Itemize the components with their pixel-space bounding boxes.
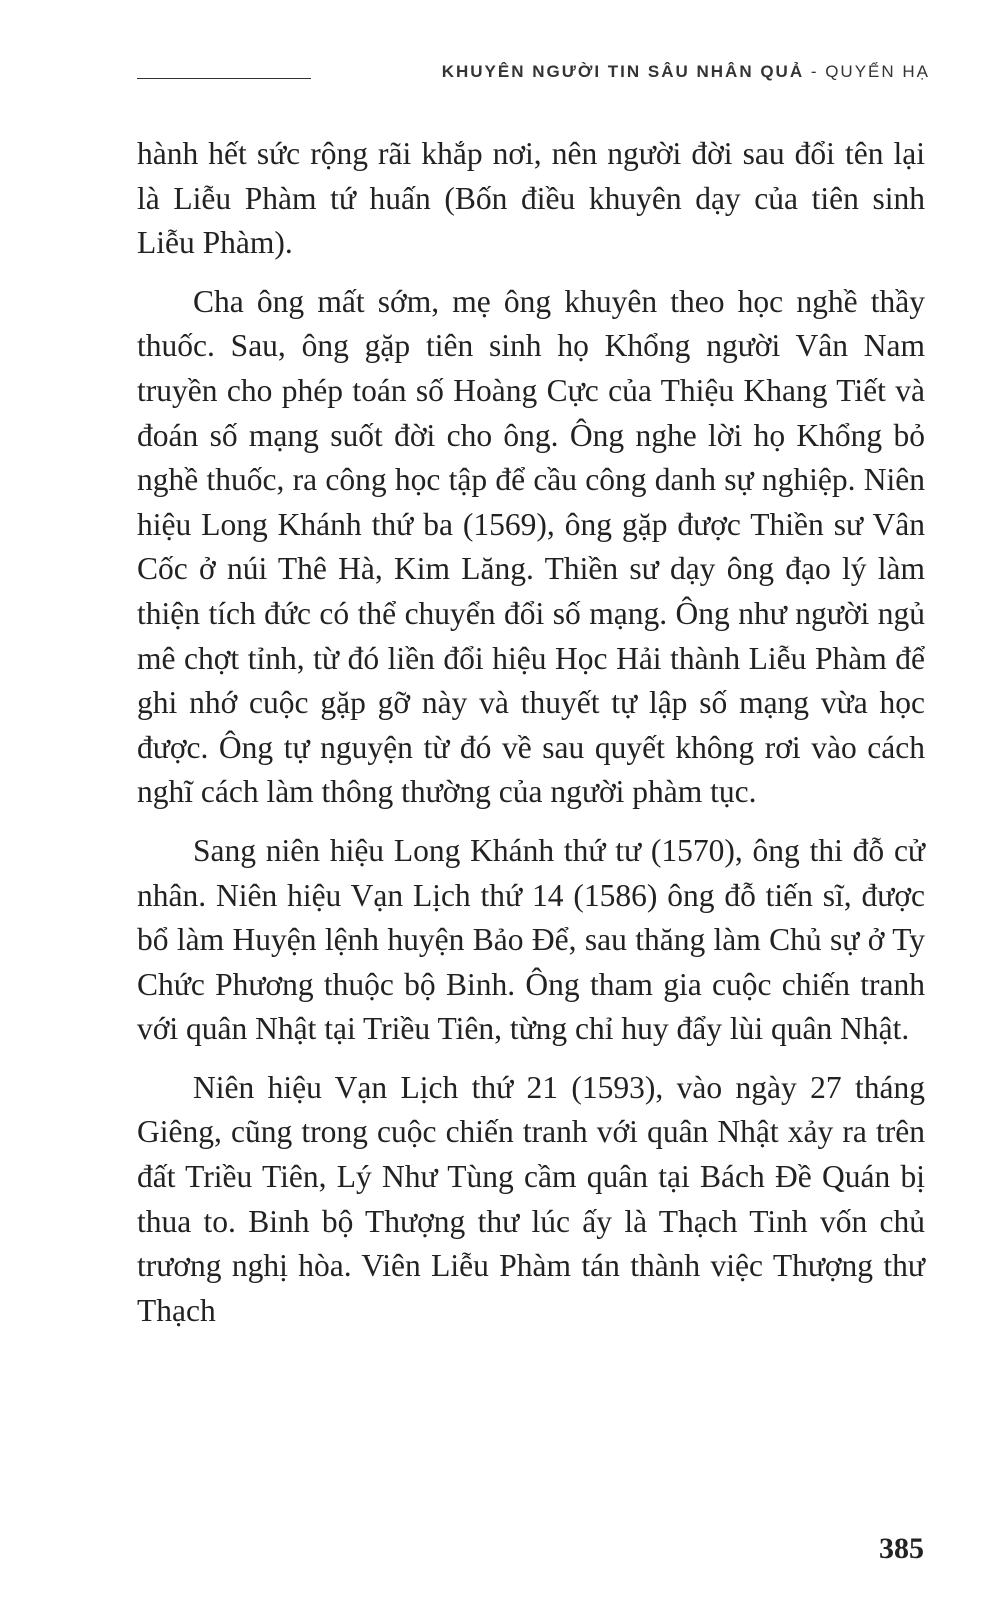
- paragraph-career: Sang niên hiệu Long Khánh thứ tư (1570), ông thi đỗ cử nhân. Niên hiệu Vạn Lịch thứ 14 (1586) ông đỗ tiến sĩ, được bổ làm Huyện lệnh huyện Bảo Để, sau thăng làm Chủ sự ở Ty Chức Phương thuộc bộ Binh. Ông tham gia cuộc chiến tranh với quân Nhật tại Triều Tiên, từng chỉ huy đẩy lùi quân Nhật.: [137, 832, 925, 1047]
- page-number: 385: [879, 1532, 924, 1565]
- paragraph-early-life: Cha ông mất sớm, mẹ ông khuyên theo học nghề thầy thuốc. Sau, ông gặp tiên sinh họ Khổng người Vân Nam truyền cho phép toán số Hoàng Cực của Thiệu Khang Tiết và đoán số mạng suốt đời cho ông. Ông nghe lời họ Khổng bỏ nghề thuốc, ra công học tập để cầu công danh sự nghiệp. Niên hiệu Long Khánh thứ ba (1569), ông gặp được Thiền sư Vân Cốc ở núi Thê Hà, Kim Lăng. Thiền sư dạy ông đạo lý làm thiện tích đức có thể chuyển đổi số mạng. Ông như người ngủ mê chợt tỉnh, từ đó liền đổi hiệu Học Hải thành Liễu Phàm để ghi nhớ cuộc gặp gỡ này và thuyết tự lập số mạng vừa học được. Ông tự nguyện từ đó về sau quyết không rơi vào cách nghĩ cách làm thông thường của người phàm tục.: [137, 283, 925, 810]
- running-head-separator: -: [804, 62, 826, 81]
- header-rule: [137, 78, 311, 79]
- paragraph-war: Niên hiệu Vạn Lịch thứ 21 (1593), vào ngày 27 tháng Giêng, cũng trong cuộc chiến tranh với quân Nhật xảy ra trên đất Triều Tiên, Lý Như Tùng cầm quân tại Bách Đề Quán bị thua to. Binh bộ Thượng thư lúc ấy là Thạch Tinh vốn chủ trương nghị hòa. Viên Liễu Phàm tán thành việc Thượng thư Thạch: [137, 1069, 925, 1328]
- running-head-volume: QUYỂN HẠ: [825, 62, 930, 81]
- page-body: [137, 132, 925, 1347]
- running-head-book-title: KHUYÊN NGƯỜI TIN SÂU NHÂN QUẢ: [441, 62, 805, 81]
- paragraph-continued: hành hết sức rộng rãi khắp nơi, nên người đời sau đổi tên lại là Liễu Phàm tứ huấn (Bốn điều khuyên dạy của tiên sinh Liễu Phàm).: [137, 136, 925, 261]
- running-head: [442, 62, 930, 82]
